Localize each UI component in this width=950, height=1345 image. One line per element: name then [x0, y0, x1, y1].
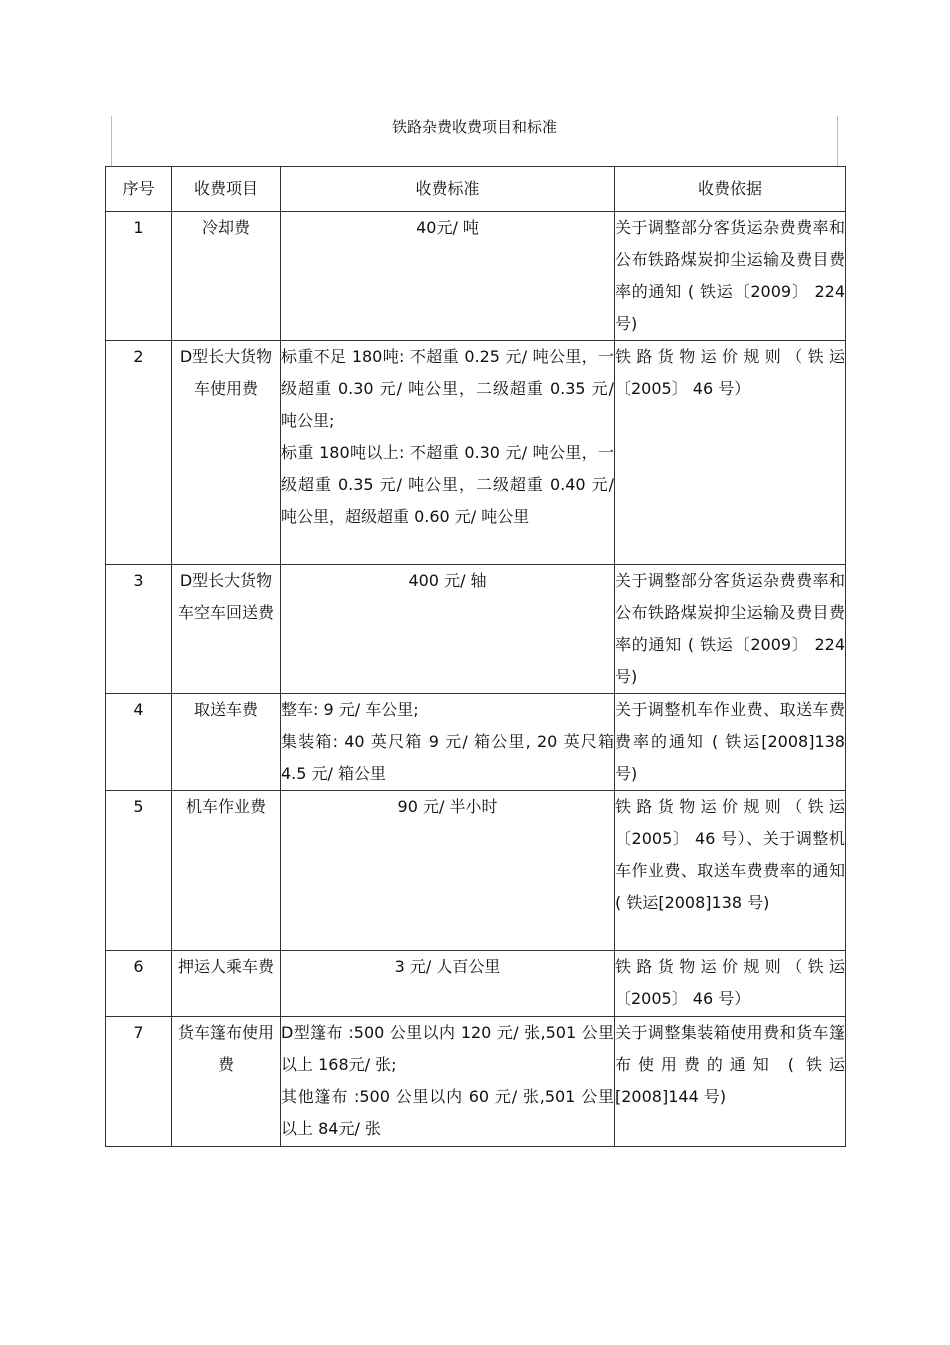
- table-row: [106, 565, 846, 694]
- standard-line: 标重 180吨以上: 不超重 0.30 元/ 吨公里，一级超重 0.35 元/ 吨公里，二级超重 0.40 元/ 吨公里，超级超重 0.60 元/ 吨公里: [281, 443, 614, 526]
- row-basis: 铁路货物运价规则（铁运〔2005〕 46 号）、关于调整机车作业费、取送车费费率的通知 ( 铁运[2008]138 号): [615, 791, 846, 951]
- row-item: D型长大货物车使用费: [172, 341, 281, 565]
- header-item: 收费项目: [172, 167, 281, 212]
- row-item: 押运人乘车费: [172, 951, 281, 1017]
- row-standard: [281, 791, 615, 951]
- fee-table: [105, 166, 846, 1147]
- table-row: [106, 694, 846, 791]
- standard-line: 3 元/ 人百公里: [394, 957, 501, 976]
- row-basis: 关于调整集装箱使用费和货车篷布使用费的通知 ( 铁运[2008]144 号): [615, 1017, 846, 1147]
- standard-line: 整车: 9 元/ 车公里;: [281, 700, 419, 719]
- row-item: 机车作业费: [172, 791, 281, 951]
- row-no: 5: [106, 791, 172, 951]
- page-title: 铁路杂费收费项目和标准: [391, 118, 557, 136]
- standard-line: 标重不足 180吨: 不超重 0.25 元/ 吨公里，一级超重 0.30 元/ 吨公里，二级超重 0.35 元/ 吨公里;: [281, 347, 614, 430]
- table-row: [106, 212, 846, 341]
- row-standard: [281, 951, 615, 1017]
- table-row: [106, 791, 846, 951]
- title-frame: [111, 116, 838, 166]
- row-no: 1: [106, 212, 172, 341]
- row-basis: 关于调整部分客货运杂费费率和公布铁路煤炭抑尘运输及费目费率的通知 ( 铁运〔2009〕 224号): [615, 565, 846, 694]
- row-standard: [281, 1017, 615, 1147]
- table-row: [106, 341, 846, 565]
- table-row: [106, 951, 846, 1017]
- row-standard: [281, 694, 615, 791]
- row-basis: 铁路货物运价规则（铁运〔2005〕 46 号）: [615, 341, 846, 565]
- header-basis: 收费依据: [615, 167, 846, 212]
- row-basis: 关于调整机车作业费、取送车费费率的通知 ( 铁运[2008]138 号): [615, 694, 846, 791]
- table-row: [106, 1017, 846, 1147]
- row-no: 4: [106, 694, 172, 791]
- row-no: 3: [106, 565, 172, 694]
- standard-line: 其他篷布 :500 公里以内 60 元/ 张,501 公里以上 84元/ 张: [281, 1087, 614, 1138]
- standard-line: 400 元/ 轴: [408, 571, 487, 590]
- header-standard: 收费标准: [281, 167, 615, 212]
- standard-line: 90 元/ 半小时: [397, 797, 498, 816]
- row-item: 取送车费: [172, 694, 281, 791]
- row-standard: [281, 565, 615, 694]
- table-header-row: [106, 167, 846, 212]
- standard-line: 40元/ 吨: [416, 218, 479, 237]
- row-basis: 关于调整部分客货运杂费费率和公布铁路煤炭抑尘运输及费目费率的通知 ( 铁运〔2009〕 224号): [615, 212, 846, 341]
- row-no: 2: [106, 341, 172, 565]
- header-no: 序号: [106, 167, 172, 212]
- row-item: 货车篷布使用费: [172, 1017, 281, 1147]
- standard-line: 集装箱: 40 英尺箱 9 元/ 箱公里, 20 英尺箱 4.5 元/ 箱公里: [281, 732, 614, 783]
- row-item: D型长大货物车空车回送费: [172, 565, 281, 694]
- row-no: 7: [106, 1017, 172, 1147]
- standard-line: D型篷布 :500 公里以内 120 元/ 张,501 公里以上 168元/ 张;: [281, 1023, 614, 1074]
- row-standard: [281, 341, 615, 565]
- row-item: 冷却费: [172, 212, 281, 341]
- row-basis: 铁路货物运价规则（铁运〔2005〕 46 号）: [615, 951, 846, 1017]
- row-no: 6: [106, 951, 172, 1017]
- row-standard: [281, 212, 615, 341]
